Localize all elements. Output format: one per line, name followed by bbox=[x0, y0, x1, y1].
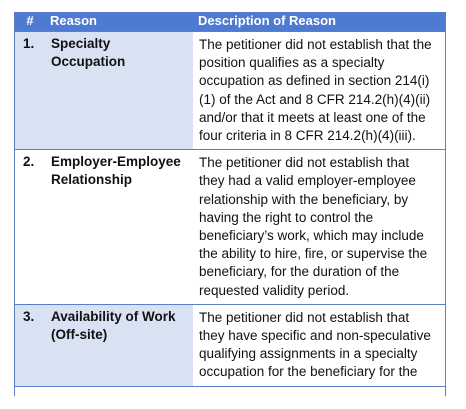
header-description: Description of Reason bbox=[193, 12, 445, 32]
table-row bbox=[15, 150, 445, 305]
row-description: The petitioner did not establish that they had a valid employer-employee relationship with the beneficiary, by having the right to control the beneficiary’s work, which may include the ability to hire, fire, or supervise the beneficiary, for the duration of the requested validity period. bbox=[193, 150, 445, 305]
header-reason: Reason bbox=[45, 12, 193, 32]
row-reason: Availability of Work (Off-site) bbox=[45, 304, 193, 386]
row-number: 3. bbox=[15, 304, 45, 386]
row-description: The petitioner did not establish that they have specific and non-speculative qualifying assignments in a specialty occupation for the beneficiary for the bbox=[193, 304, 445, 386]
header-number: # bbox=[15, 12, 45, 32]
table-row bbox=[15, 32, 445, 150]
table-header-row bbox=[15, 12, 445, 32]
table-row bbox=[15, 304, 445, 386]
reasons-table-grid bbox=[15, 12, 445, 387]
row-number: 1. bbox=[15, 32, 45, 150]
row-description: The petitioner did not establish that the position qualifies as a specialty occupation as defined in section 214(i)(1) of the Act and 8 CFR 214.2(h)(4)(ii) and/or that it meets at least one of the four criteria in 8 CFR 214.2(h)(4)(iii). bbox=[193, 32, 445, 150]
row-reason: Specialty Occupation bbox=[45, 32, 193, 150]
denial-reasons-table bbox=[14, 12, 446, 396]
row-reason: Employer-Employee Relationship bbox=[45, 150, 193, 305]
row-number: 2. bbox=[15, 150, 45, 305]
